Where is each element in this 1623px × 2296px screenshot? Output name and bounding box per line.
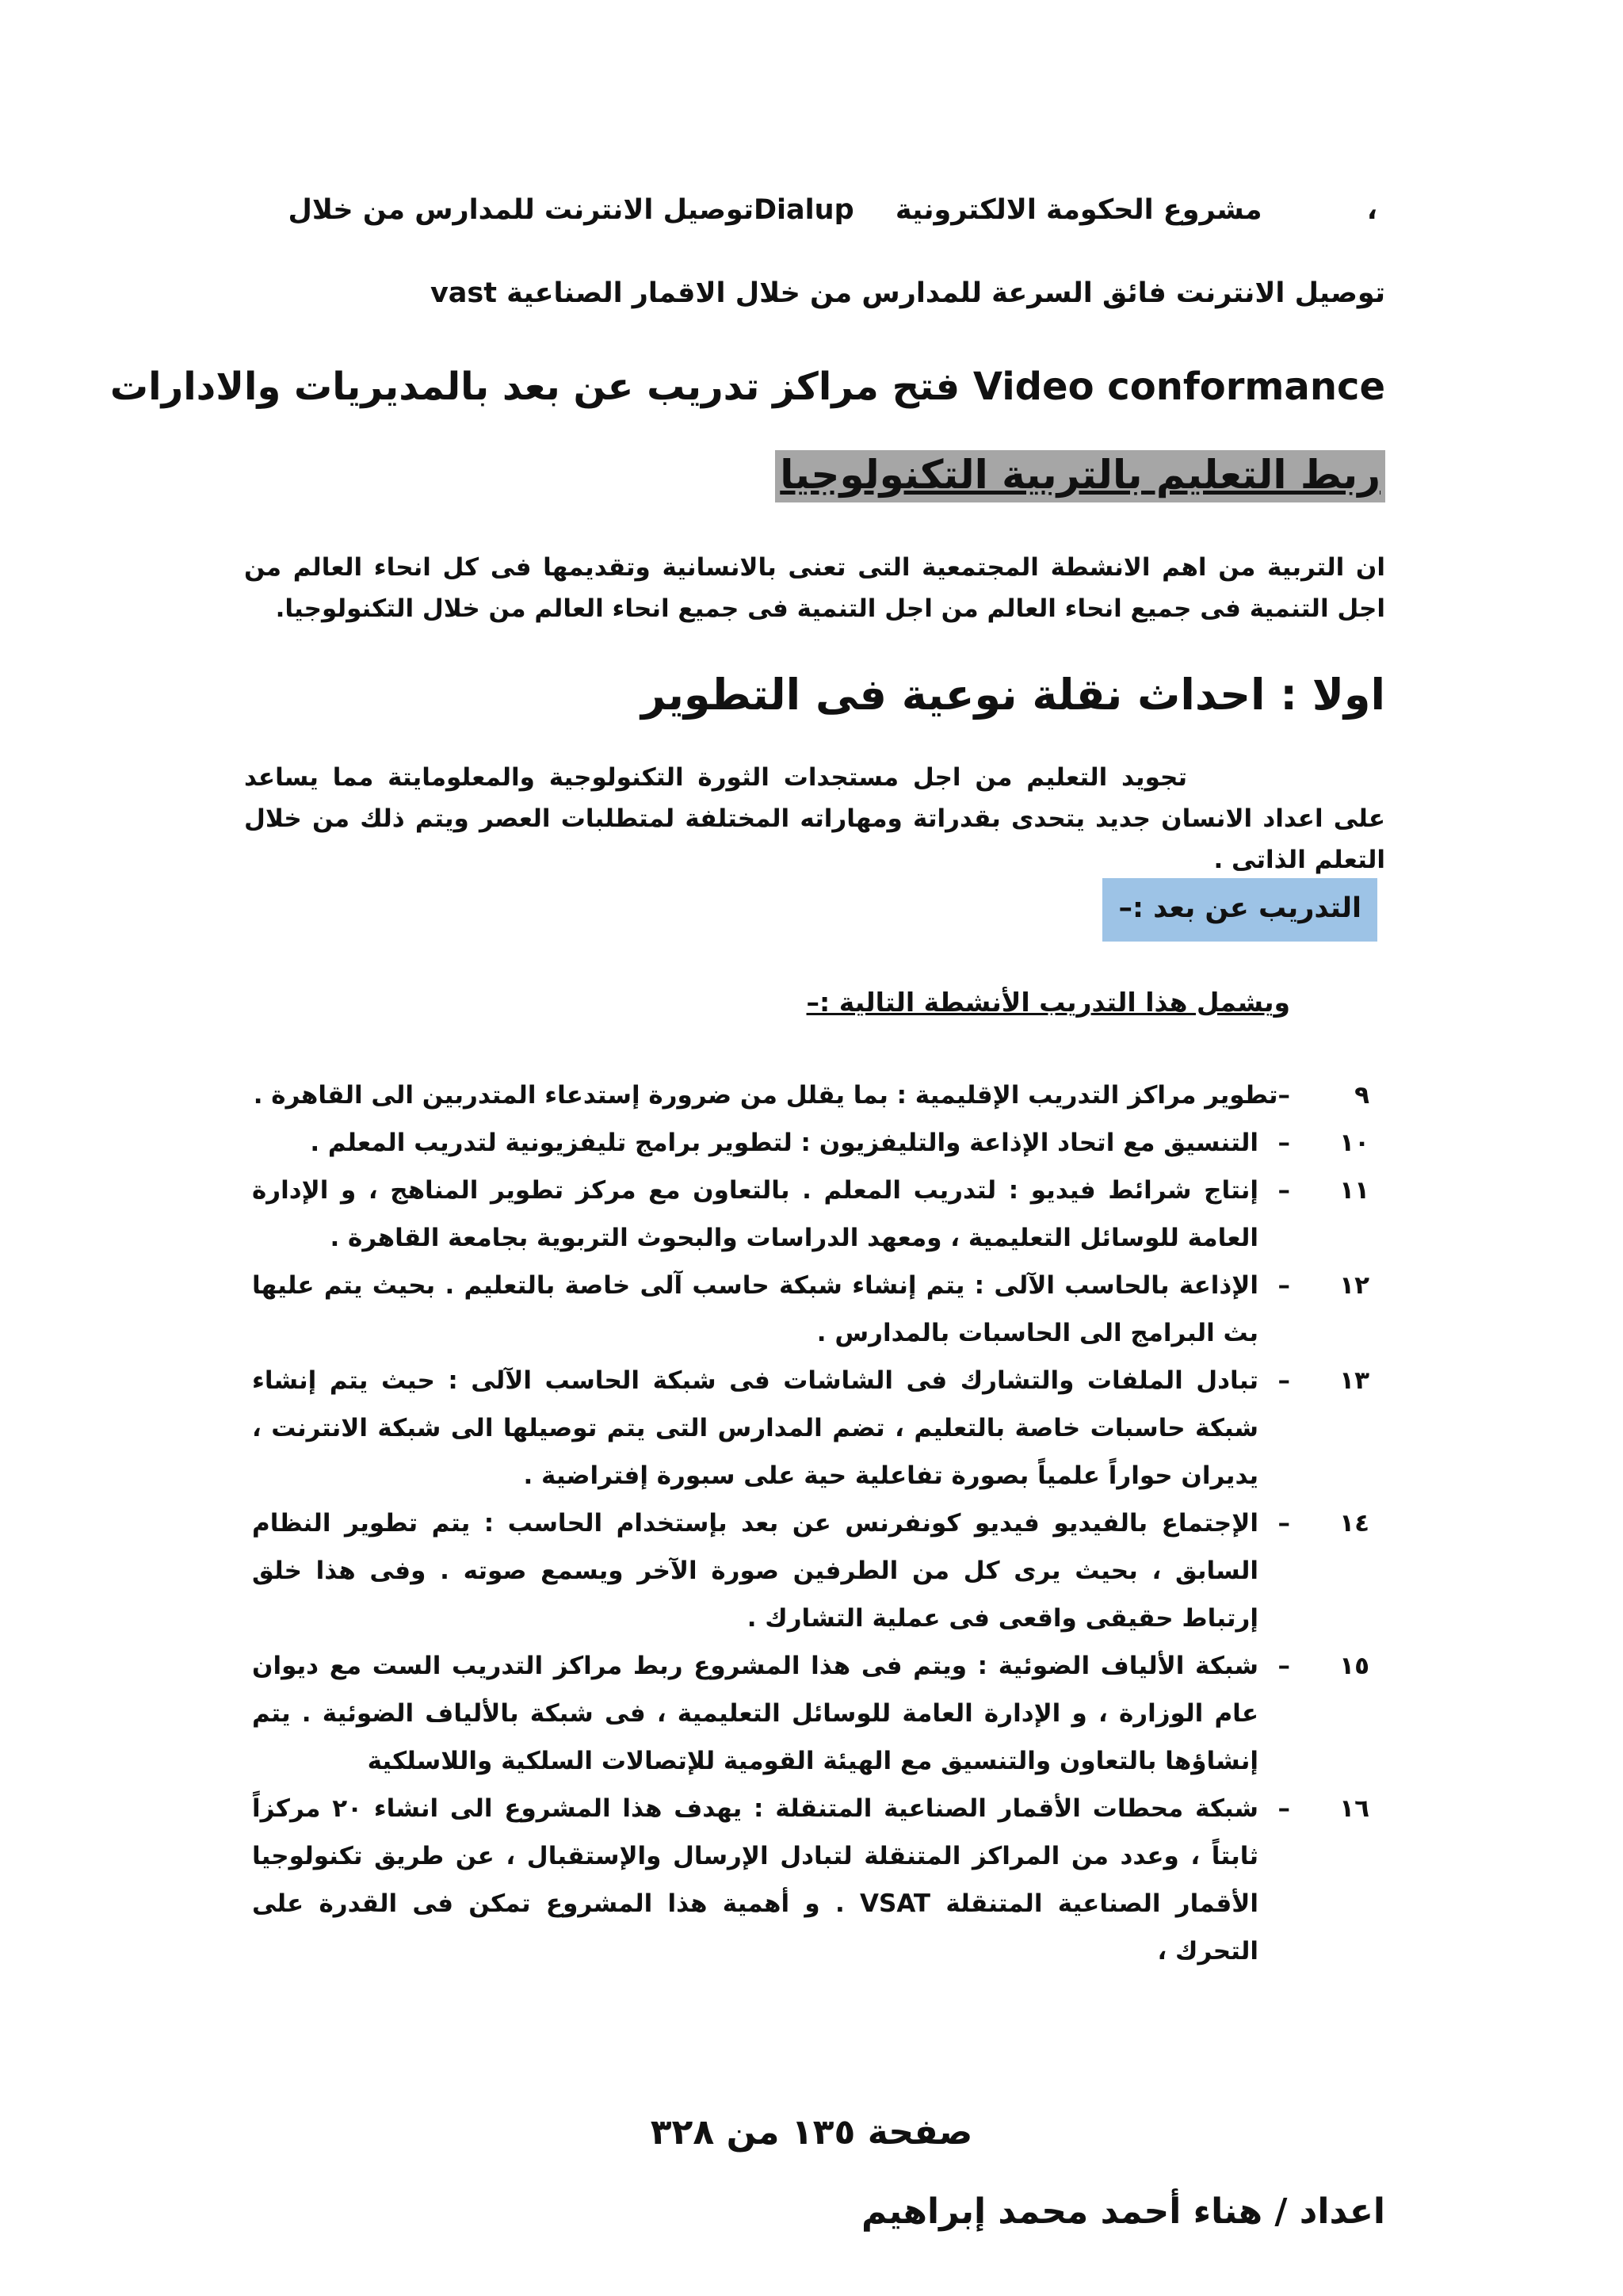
item-number: ١٤: [1339, 1509, 1369, 1538]
author-credit: اعداد / هناء أحمد محمد إبراهيم: [861, 2191, 1385, 2232]
intro-line-2: توصيل الانترنت فائق السرعة للمدارس من خلال الاقمار الصناعية vast: [430, 277, 1385, 309]
intro-line-3: [110, 365, 1385, 409]
page-current: ١٣٥: [791, 2112, 856, 2153]
item-dash: –: [1277, 1081, 1290, 1110]
item-text: إنتاج شرائط فيديو : لتدريب المعلم . بالتعاون مع مركز تطوير المناهج ، و الإدارة العامة للوسائل التعليمية ، ومعهد الدراسات والبحوث التربوية بجامعة القاهرة .: [252, 1176, 1258, 1252]
item-dash: –: [1277, 1176, 1290, 1205]
intro-line-1: [288, 194, 1377, 226]
item-dash: –: [1277, 1794, 1290, 1823]
comma-mark: ،: [1366, 194, 1377, 226]
item-dash: –: [1277, 1271, 1290, 1300]
list-item: [252, 1119, 1369, 1167]
dialup-term: Dialup: [754, 194, 854, 226]
item-text: الإذاعة بالحاسب الآلى : يتم إنشاء شبكة حاسب آلى خاصة بالتعليم . بحيث يتم عليها بث البرامج الى الحاسبات بالمدارس .: [252, 1271, 1258, 1347]
item-text: شبكة الألياف الضوئية : ويتم فى هذا المشروع ربط مراكز التدريب الست مع ديوان عام الوزارة ، و الإدارة العامة للوسائل التعليمية ، فى شبكة بالألياف الضوئية . يتم إنشاؤها بالتعاون والتنسيق مع الهيئة القومية للإتصالات السلكية واللاسلكية: [252, 1652, 1258, 1775]
item-text: الإجتماع بالفيديو فيديو كونفرنس عن بعد بإستخدام الحاسب : يتم تطوير النظام السابق ، بحيث يرى كل من الطرفين صورة الآخر ويسمع صوته . وفى هذا خلق إرتباط حقيقى واقعى فى عملية التشارك .: [252, 1509, 1258, 1633]
list-item: [252, 1262, 1369, 1357]
item-number: ١٠: [1339, 1129, 1369, 1157]
item-body: تطوير مراكز التدريب الإقليمية : بما يقلل من ضرورة إستدعاء المتدربين الى القاهرة .: [253, 1081, 1278, 1110]
item-number: ١١: [1339, 1176, 1369, 1205]
item-dash: –: [1277, 1366, 1290, 1395]
quality-paragraph: تجويد التعليم من اجل مستجدات الثورة التكنولوجية والمعلومايتة مما يساعد على اعداد الانسان جديد يتحدى بقدراتة ومهاراته المختلفة لمتطلبات العصر ويتم ذلك من خلال التعلم الذاتى .: [244, 763, 1385, 874]
page-total: ٣٢٨: [650, 2112, 715, 2153]
section-heading-link-education: ربط التعليم بالتربية التكنولوجيا: [775, 450, 1385, 502]
list-item: [252, 1357, 1369, 1499]
page-word: صفحة: [867, 2112, 973, 2153]
internet-connection-text: توصيل الانترنت للمدارس من خلال: [288, 194, 754, 226]
item-text: [252, 1072, 1290, 1119]
item-number: ١٥: [1339, 1652, 1369, 1680]
intro-paragraph: ان التربية من اهم الانشطة المجتمعية التى تعنى بالانسانية وتقديمها فى كل انحاء العالم من اجل التنمية فى جميع انحاء العالم من اجل التنمية فى جميع انحاء العالم من خلال التكنولوجيا.: [244, 553, 1385, 623]
distance-training-label: التدريب عن بعد :–: [1102, 878, 1377, 942]
item-text: تبادل الملفات والتشارك فى الشاشات فى شبكة الحاسب الآلى : حيث يتم إنشاء شبكة حاسبات خاصة بالتعليم ، تضم المدارس التى يتم توصيلها الى شبكة الانترنت ، يديران حواراً علمياً بصورة تفاعلية حية على سبورة إفتراضية .: [252, 1366, 1258, 1490]
page-number-footer: [0, 2112, 1623, 2153]
item-text: التنسيق مع اتحاد الإذاعة والتليفزيون : لتطوير برامج تليفزيونية لتدريب المعلم .: [310, 1129, 1258, 1157]
training-centers-text: فتح مراكز تدريب عن بعد بالمديريات والادارات: [109, 365, 960, 409]
activities-list: [252, 1072, 1369, 1975]
item-number: ١٢: [1339, 1271, 1369, 1300]
list-item: [252, 1642, 1369, 1785]
list-item: [252, 1167, 1369, 1262]
list-item: [252, 1785, 1369, 1975]
item-dash: –: [1277, 1509, 1290, 1538]
list-item: [252, 1499, 1369, 1642]
item-number: ١٣: [1339, 1366, 1369, 1395]
e-government-project: مشروع الحكومة الالكترونية: [895, 194, 1262, 226]
item-dash: –: [1277, 1652, 1290, 1680]
activities-subheading: ويشمل هذا التدريب الأنشطة التالية :–: [806, 987, 1290, 1018]
list-item: [252, 1072, 1369, 1119]
item-number: ١٦: [1339, 1794, 1369, 1823]
item-text: شبكة محطات الأقمار الصناعية المتنقلة : يهدف هذا المشروع الى انشاء ٢٠ مركزاً ثابتاً ، وعدد من المراكز المتنقلة لتبادل الإرسال والإستقبال ، عن طريق تكنولوجيا الأقمار الصناعية المتنقلة VSAT . و أهمية هذا المشروع تمكن فى القدرة على التحرك ،: [252, 1794, 1259, 1966]
section-heading-first: اولا : احداث نقلة نوعية فى التطوير: [641, 670, 1385, 720]
item-dash: –: [1277, 1129, 1290, 1157]
of-word: من: [726, 2112, 780, 2153]
video-conference-term: Video conformance: [972, 365, 1385, 409]
item-number: ٩: [1354, 1081, 1369, 1110]
